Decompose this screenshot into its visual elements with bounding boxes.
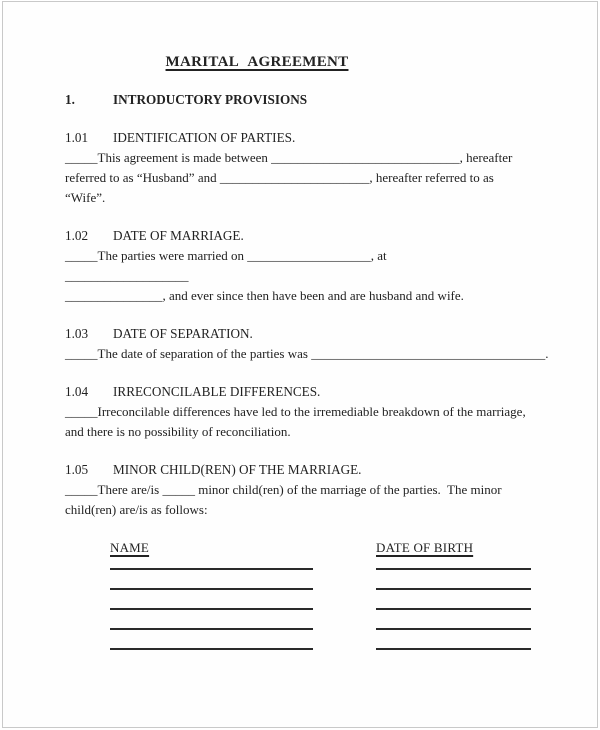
child-row [110, 610, 597, 630]
clause-heading [65, 226, 597, 246]
clause-heading-text: DATE OF MARRIAGE. [113, 228, 244, 243]
children-table [110, 538, 597, 650]
clause-line: and there is no possibility of reconciliation. [65, 424, 291, 439]
clause-number: 1.01 [65, 130, 89, 145]
clause-heading [65, 382, 597, 402]
column-header-date-of-birth: DATE OF BIRTH [376, 540, 474, 555]
clause-line: _____This agreement is made between _____________________________, hereafter [65, 150, 513, 165]
clause-number: 1.05 [65, 462, 89, 477]
clause-line: _____The parties were married on ___________________, at [65, 248, 387, 263]
clause-number: 1.03 [65, 326, 89, 341]
clause-line: _____The date of separation of the parties was ____________________________________. [65, 346, 549, 361]
children-table-rows [110, 550, 597, 650]
child-dob-blank [376, 550, 531, 570]
clause-heading [65, 324, 597, 344]
child-name-blank [110, 630, 313, 650]
clause-identification-of-parties [65, 128, 597, 208]
child-dob-blank [376, 570, 531, 590]
section-number: 1. [65, 92, 75, 107]
clause-line: ___________________ [65, 268, 189, 283]
child-row [110, 550, 597, 570]
column-header-name: NAME [110, 540, 150, 555]
clause-heading-text: IDENTIFICATION OF PARTIES. [113, 130, 296, 145]
clause-line: _______________, and ever since then have been and are husband and wife. [65, 288, 464, 303]
child-row [110, 630, 597, 650]
clause-heading-text: DATE OF SEPARATION. [113, 326, 253, 341]
clause-line: _____Irreconcilable differences have led to the irremediable breakdown of the marriage, [65, 404, 526, 419]
child-name-blank [110, 570, 313, 590]
page-title: MARITAL AGREEMENT [165, 54, 349, 70]
clause-number: 1.04 [65, 384, 89, 399]
clause-line: child(ren) are/is as follows: [65, 502, 208, 517]
child-name-blank [110, 550, 313, 570]
child-dob-blank [376, 610, 531, 630]
child-dob-blank [376, 590, 531, 610]
clause-minor-children [65, 460, 597, 520]
child-name-blank [110, 590, 313, 610]
clause-number: 1.02 [65, 228, 89, 243]
clause-irreconcilable-differences [65, 382, 597, 442]
child-name-blank [110, 610, 313, 630]
child-row [110, 570, 597, 590]
section-heading [65, 90, 597, 110]
document-page [2, 1, 598, 728]
clause-date-of-marriage [65, 226, 597, 306]
child-dob-blank [376, 630, 531, 650]
clause-heading-text: MINOR CHILD(REN) OF THE MARRIAGE. [113, 462, 362, 477]
clause-line: _____There are/is _____ minor child(ren) of the marriage of the parties. The minor [65, 482, 502, 497]
clause-date-of-separation [65, 324, 597, 364]
section-title: INTRODUCTORY PROVISIONS [113, 92, 308, 107]
child-row [110, 590, 597, 610]
clause-line: referred to as “Husband” and _______________________, hereafter referred to as [65, 170, 494, 185]
clause-heading [65, 460, 597, 480]
clause-heading [65, 128, 597, 148]
clause-line: “Wife”. [65, 190, 106, 205]
clause-heading-text: IRRECONCILABLE DIFFERENCES. [113, 384, 321, 399]
